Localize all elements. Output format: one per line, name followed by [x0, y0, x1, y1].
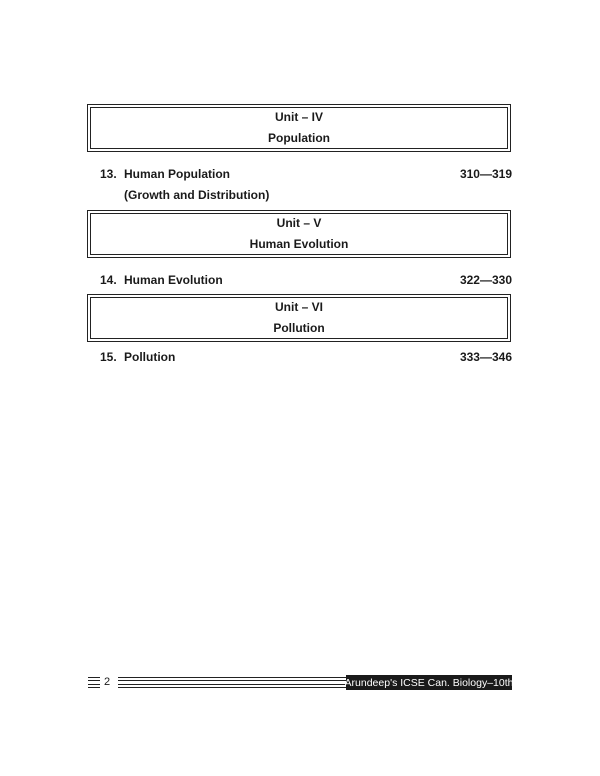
- chapter-pages: 333—346: [459, 350, 512, 364]
- chapter-title-row: [100, 167, 230, 181]
- book-title-banner: Arundeep's ICSE Can. Biology–10th: [344, 676, 514, 689]
- chapter-subtitle: (Growth and Distribution): [124, 188, 270, 202]
- page-number: 2: [104, 676, 111, 688]
- chapter-number: 13.: [100, 167, 117, 181]
- unit-box-v: [87, 210, 511, 258]
- chapter-number: 15.: [100, 350, 117, 364]
- chapter-pages: 310—319: [459, 167, 512, 181]
- chapter-number: 14.: [100, 273, 117, 287]
- chapter-title-row: [100, 273, 223, 287]
- unit-label: Unit – V: [276, 216, 322, 230]
- toc-entry-13[interactable]: [100, 167, 512, 181]
- unit-box-vi: [87, 294, 511, 342]
- unit-label: Unit – VI: [274, 300, 323, 314]
- chapter-title: Pollution: [124, 350, 176, 364]
- unit-title: Pollution: [273, 321, 325, 335]
- footer-rule: [118, 677, 346, 688]
- menu-lines-icon: [88, 677, 100, 688]
- chapter-title-row: [100, 350, 175, 364]
- toc-entry-14[interactable]: [100, 273, 512, 287]
- chapter-title: Human Evolution: [124, 273, 223, 287]
- toc-entry-15[interactable]: [100, 350, 512, 364]
- chapter-pages: 322—330: [459, 273, 512, 287]
- unit-box-iv: [87, 104, 511, 152]
- unit-label: Unit – IV: [274, 110, 323, 124]
- unit-title: Human Evolution: [249, 237, 349, 251]
- chapter-title: Human Population: [124, 167, 230, 181]
- unit-title: Population: [268, 131, 330, 145]
